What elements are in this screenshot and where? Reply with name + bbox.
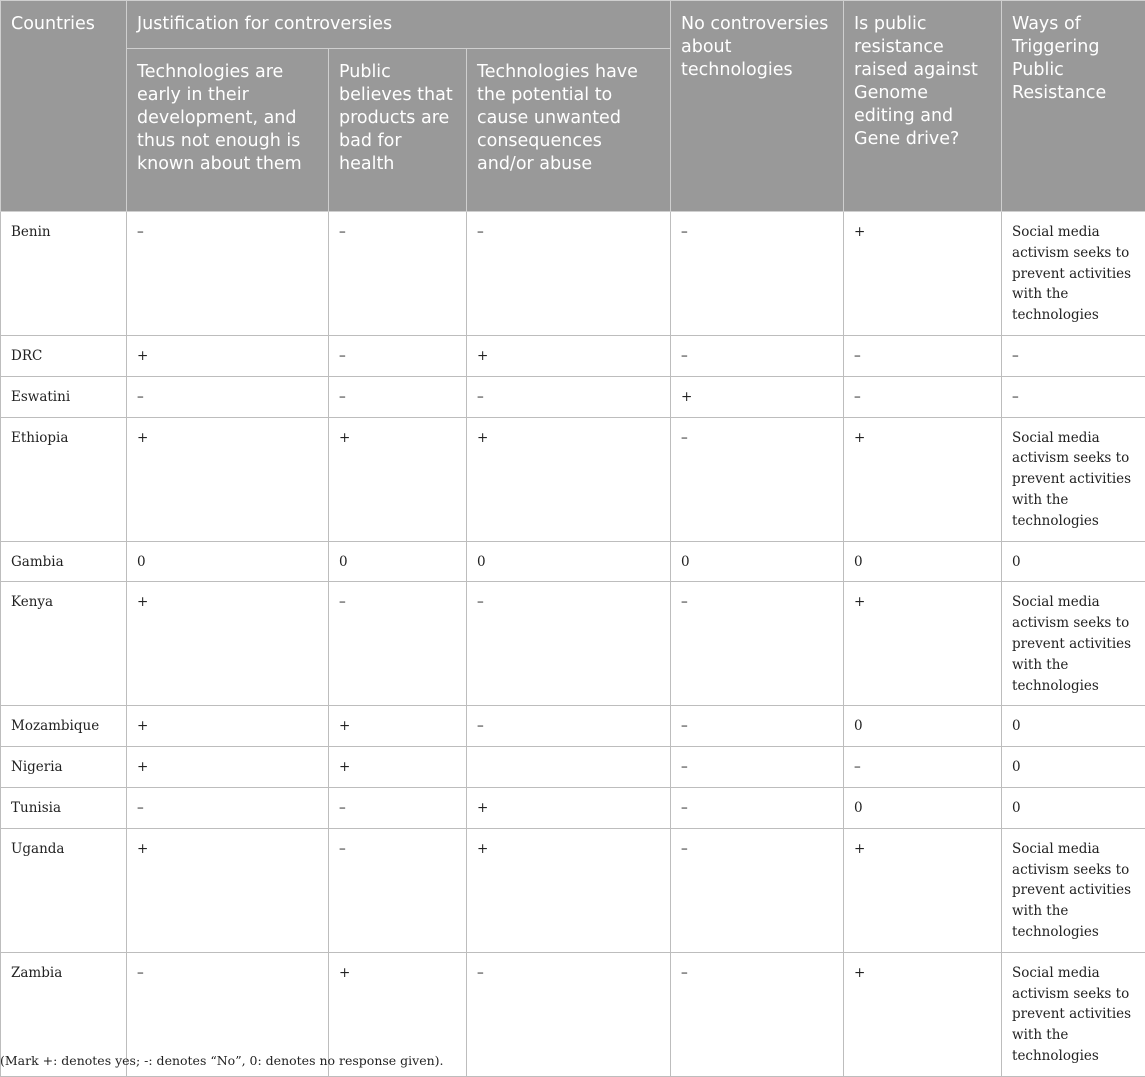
cell-no-controversies: +: [671, 376, 844, 417]
cell-public-resistance: –: [844, 376, 1002, 417]
cell-country: Ethiopia: [1, 417, 127, 541]
cell-country: DRC: [1, 335, 127, 376]
cell-early-development: +: [127, 417, 329, 541]
table-row: [1, 747, 1145, 788]
cell-public-resistance: 0: [844, 706, 1002, 747]
cell-public-resistance: 0: [844, 541, 1002, 582]
cell-unwanted-consequences: –: [467, 376, 671, 417]
cell-no-controversies: –: [671, 212, 844, 336]
cell-bad-for-health: –: [329, 828, 467, 952]
cell-ways-triggering: Social media activism seeks to prevent activities with the technologies: [1002, 952, 1145, 1076]
table-row: [1, 706, 1145, 747]
cell-ways-triggering: 0: [1002, 706, 1145, 747]
table-footnote: (Mark +: denotes yes; -: denotes “No”, 0: denotes no response given).: [0, 1053, 444, 1068]
cell-public-resistance: +: [844, 952, 1002, 1076]
cell-public-resistance: +: [844, 828, 1002, 952]
cell-early-development: –: [127, 952, 329, 1076]
cell-no-controversies: –: [671, 417, 844, 541]
cell-early-development: +: [127, 828, 329, 952]
cell-no-controversies: –: [671, 787, 844, 828]
cell-country: Kenya: [1, 582, 127, 706]
cell-bad-for-health: +: [329, 706, 467, 747]
cell-unwanted-consequences: +: [467, 787, 671, 828]
cell-public-resistance: +: [844, 582, 1002, 706]
cell-early-development: +: [127, 706, 329, 747]
cell-public-resistance: –: [844, 335, 1002, 376]
table-row: [1, 787, 1145, 828]
cell-unwanted-consequences: +: [467, 417, 671, 541]
cell-no-controversies: –: [671, 335, 844, 376]
cell-country: Gambia: [1, 541, 127, 582]
cell-unwanted-consequences: –: [467, 212, 671, 336]
cell-country: Benin: [1, 212, 127, 336]
cell-early-development: –: [127, 212, 329, 336]
cell-country: Mozambique: [1, 706, 127, 747]
cell-ways-triggering: Social media activism seeks to prevent activities with the technologies: [1002, 828, 1145, 952]
cell-bad-for-health: –: [329, 582, 467, 706]
table-row: [1, 582, 1145, 706]
cell-bad-for-health: –: [329, 376, 467, 417]
table-row: [1, 417, 1145, 541]
cell-ways-triggering: 0: [1002, 541, 1145, 582]
cell-bad-for-health: –: [329, 335, 467, 376]
cell-bad-for-health: +: [329, 747, 467, 788]
cell-country: Nigeria: [1, 747, 127, 788]
cell-early-development: –: [127, 787, 329, 828]
cell-unwanted-consequences: +: [467, 828, 671, 952]
table-row: [1, 828, 1145, 952]
cell-country: Uganda: [1, 828, 127, 952]
header-unwanted-consequences: Technologies have the potential to cause unwanted consequences and/or abuse: [467, 49, 671, 212]
cell-unwanted-consequences: –: [467, 952, 671, 1076]
cell-early-development: 0: [127, 541, 329, 582]
cell-ways-triggering: 0: [1002, 787, 1145, 828]
cell-public-resistance: 0: [844, 787, 1002, 828]
cell-bad-for-health: 0: [329, 541, 467, 582]
header-early-development: Technologies are early in their development, and thus not enough is known about them: [127, 49, 329, 212]
cell-public-resistance: +: [844, 417, 1002, 541]
cell-ways-triggering: –: [1002, 376, 1145, 417]
header-justification-group: Justification for controversies: [127, 1, 671, 49]
table-body: [1, 212, 1145, 1077]
cell-ways-triggering: –: [1002, 335, 1145, 376]
table-row: [1, 541, 1145, 582]
cell-public-resistance: +: [844, 212, 1002, 336]
header-bad-for-health: Public believes that products are bad for health: [329, 49, 467, 212]
cell-unwanted-consequences: +: [467, 335, 671, 376]
cell-no-controversies: –: [671, 828, 844, 952]
header-public-resistance: Is public resistance raised against Genome editing and Gene drive?: [844, 1, 1002, 212]
cell-no-controversies: –: [671, 582, 844, 706]
cell-ways-triggering: Social media activism seeks to prevent activities with the technologies: [1002, 417, 1145, 541]
header-countries: Countries: [1, 1, 127, 212]
header-no-controversies: No controversies about technologies: [671, 1, 844, 212]
table-row: [1, 212, 1145, 336]
cell-ways-triggering: Social media activism seeks to prevent activities with the technologies: [1002, 582, 1145, 706]
cell-early-development: –: [127, 376, 329, 417]
cell-early-development: +: [127, 747, 329, 788]
cell-unwanted-consequences: [467, 747, 671, 788]
table-row: [1, 376, 1145, 417]
cell-bad-for-health: +: [329, 417, 467, 541]
cell-no-controversies: –: [671, 747, 844, 788]
cell-no-controversies: –: [671, 952, 844, 1076]
cell-country: Zambia: [1, 952, 127, 1076]
cell-ways-triggering: Social media activism seeks to prevent activities with the technologies: [1002, 212, 1145, 336]
cell-unwanted-consequences: –: [467, 706, 671, 747]
cell-unwanted-consequences: –: [467, 582, 671, 706]
cell-early-development: +: [127, 335, 329, 376]
cell-bad-for-health: –: [329, 212, 467, 336]
cell-early-development: +: [127, 582, 329, 706]
cell-ways-triggering: 0: [1002, 747, 1145, 788]
cell-country: Eswatini: [1, 376, 127, 417]
cell-bad-for-health: +: [329, 952, 467, 1076]
cell-no-controversies: –: [671, 706, 844, 747]
cell-country: Tunisia: [1, 787, 127, 828]
table-row: [1, 335, 1145, 376]
cell-public-resistance: –: [844, 747, 1002, 788]
cell-unwanted-consequences: 0: [467, 541, 671, 582]
cell-bad-for-health: –: [329, 787, 467, 828]
header-ways-triggering: Ways of Triggering Public Resistance: [1002, 1, 1145, 212]
cell-no-controversies: 0: [671, 541, 844, 582]
